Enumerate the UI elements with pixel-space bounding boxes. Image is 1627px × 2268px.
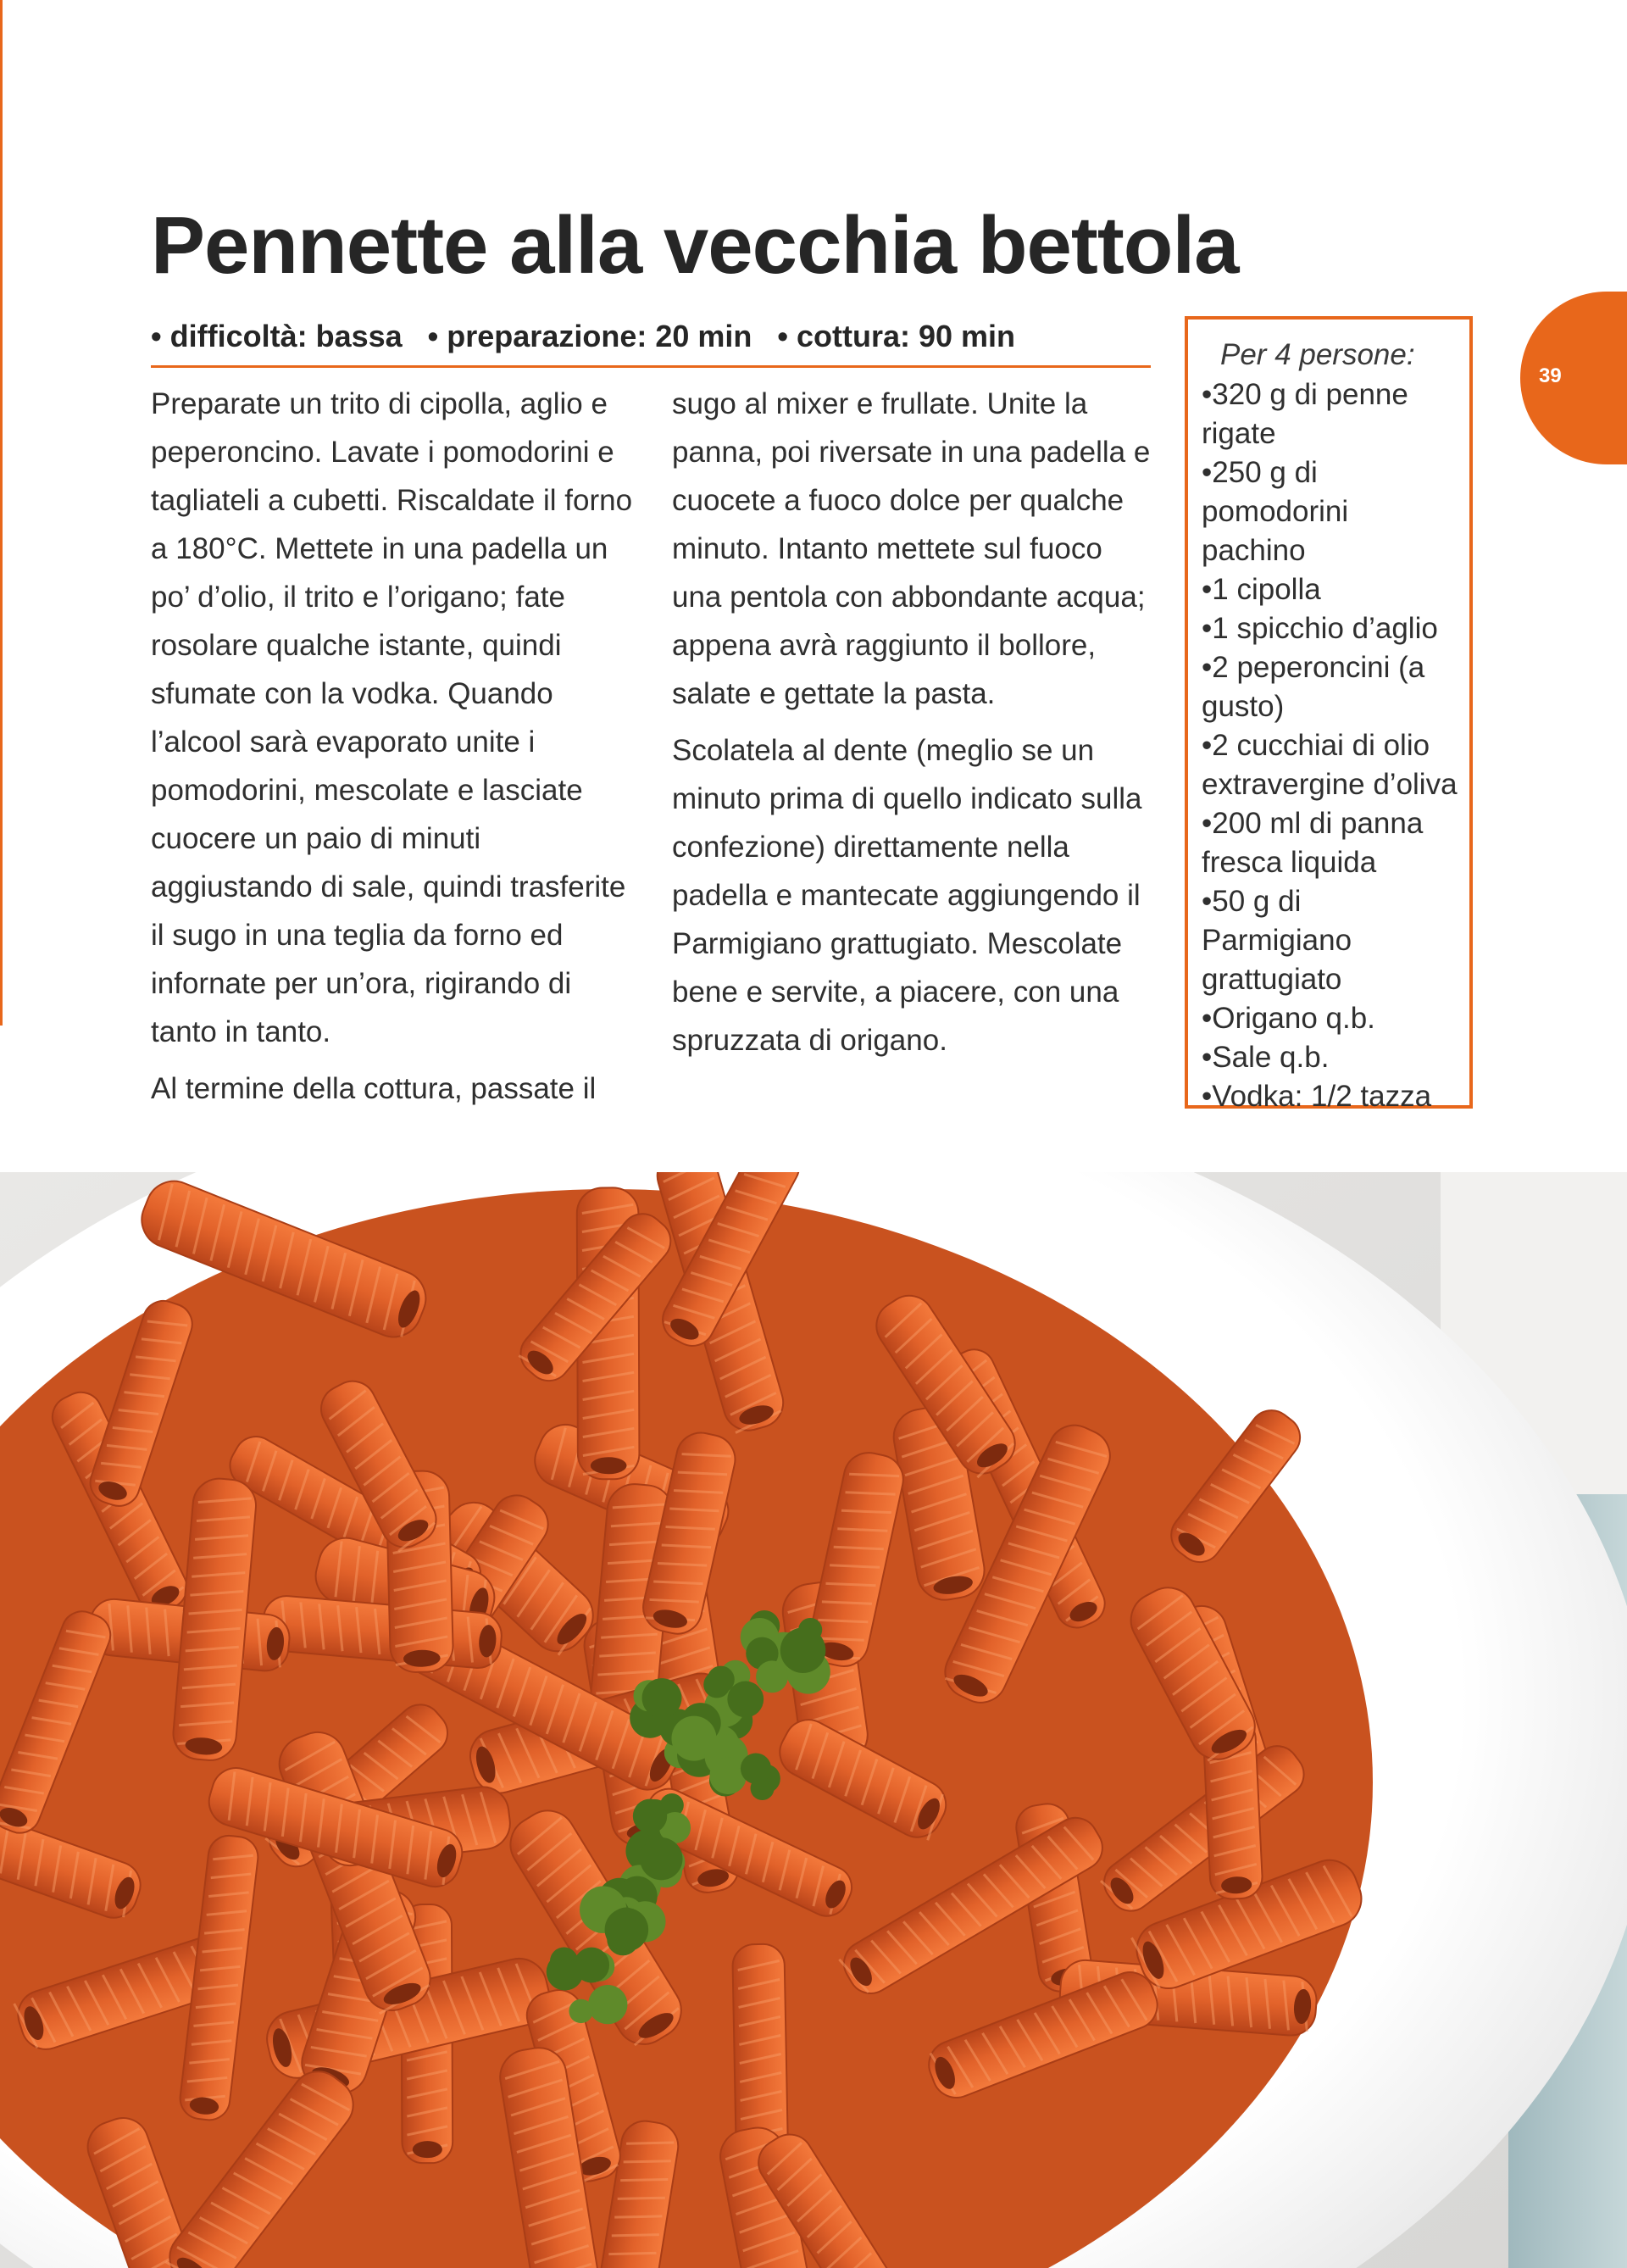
- meta-cooking: • cottura: 90 min: [777, 319, 1016, 353]
- ingredient-item: • 50 g di Parmigiano grattugiato: [1202, 882, 1458, 999]
- page-edge-line: [0, 0, 3, 1026]
- instructions-paragraph: Al termine della cottura, passate il: [151, 1072, 597, 1105]
- recipe-title: Pennette alla vecchia bettola: [151, 200, 1239, 292]
- parsley-leaf: [633, 1799, 667, 1833]
- servings-label: Per 4 persone:: [1220, 338, 1415, 371]
- ingredients-box: [1185, 316, 1473, 1113]
- recipe-meta: [151, 319, 1151, 354]
- parsley-leaf: [605, 1908, 649, 1952]
- ingredients-list: [1202, 375, 1458, 1116]
- parsley-leaf: [569, 1999, 592, 2023]
- ingredient-item: • Vodka: 1/2 tazza: [1202, 1077, 1458, 1116]
- ingredient-item: • 250 g di pomodorini pachino: [1202, 453, 1458, 570]
- page-number: 39: [1539, 364, 1562, 387]
- ingredient-item: • 320 g di penne rigate: [1202, 375, 1458, 453]
- ingredient-item: • Sale q.b.: [1202, 1038, 1458, 1077]
- pasta-illustration: [0, 1172, 1627, 2268]
- page-number-tab: [1520, 292, 1627, 464]
- instructions-column-1: [151, 380, 634, 1121]
- ingredient-item: • 200 ml di panna fresca liquida: [1202, 804, 1458, 882]
- parsley-leaf: [709, 1757, 747, 1794]
- ingredient-item: • 1 spicchio d’aglio: [1202, 609, 1458, 648]
- ingredient-item: • 2 peperoncini (a gusto): [1202, 648, 1458, 726]
- ingredient-item: • 2 cucchiai di olio extravergine d’oliva: [1202, 726, 1458, 804]
- parsley-leaf: [780, 1627, 826, 1673]
- ingredient-item: • Origano q.b.: [1202, 999, 1458, 1038]
- instructions-column-2: [672, 380, 1155, 1073]
- parsley-leaf: [640, 1837, 682, 1880]
- dish-photo: [0, 1172, 1627, 2268]
- meta-preparation: • preparazione: 20 min: [427, 319, 752, 353]
- instructions-paragraph: Preparate un trito di cipolla, aglio e peperoncino. Lavate i pomodorini e tagliateli a cubetti. Riscaldate il forno a 180°C. Mettete in una padella un po’ d’olio, il trito e l’origano; fate rosolare qualche istante, quindi sfumate con la vodka. Quando l’alcool sarà evaporato unite i pomodorini, mescolate e lasciate cuocere un paio di minuti aggiustando di sale, quindi trasferite il sugo in una teglia da forno ed infornate per un’ora, rigirando di tanto in tanto.: [151, 387, 633, 1048]
- instructions-paragraph: sugo al mixer e frullate. Unite la panna, poi riversate in una padella e cuocete a fuoco dolce per qualche minuto. Intanto mettete sul fuoco una pentola con abbondante acqua; appena avrà raggiunto il bollore, salate e gettate la pasta.: [672, 387, 1151, 710]
- instructions-paragraph: Scolatela al dente (meglio se un minuto prima di quello indicato sulla confezione) direttamente nella padella e mantecate aggiungendo il Parmigiano grattugiato. Mescolate bene e servite, a piacere, con una spruzzata di origano.: [672, 734, 1142, 1057]
- parsley-leaf: [588, 1985, 627, 2024]
- ingredient-item: • 1 cipolla: [1202, 570, 1458, 609]
- parsley-leaf: [642, 1678, 682, 1718]
- parsley-leaf: [708, 1666, 735, 1693]
- meta-divider: [151, 365, 1151, 368]
- meta-difficulty: • difficoltà: bassa: [151, 319, 403, 353]
- parsley-leaf: [741, 1754, 771, 1784]
- parsley-leaf: [756, 1660, 788, 1693]
- parsley-leaf: [727, 1682, 764, 1718]
- parsley-leaf: [574, 1948, 609, 1983]
